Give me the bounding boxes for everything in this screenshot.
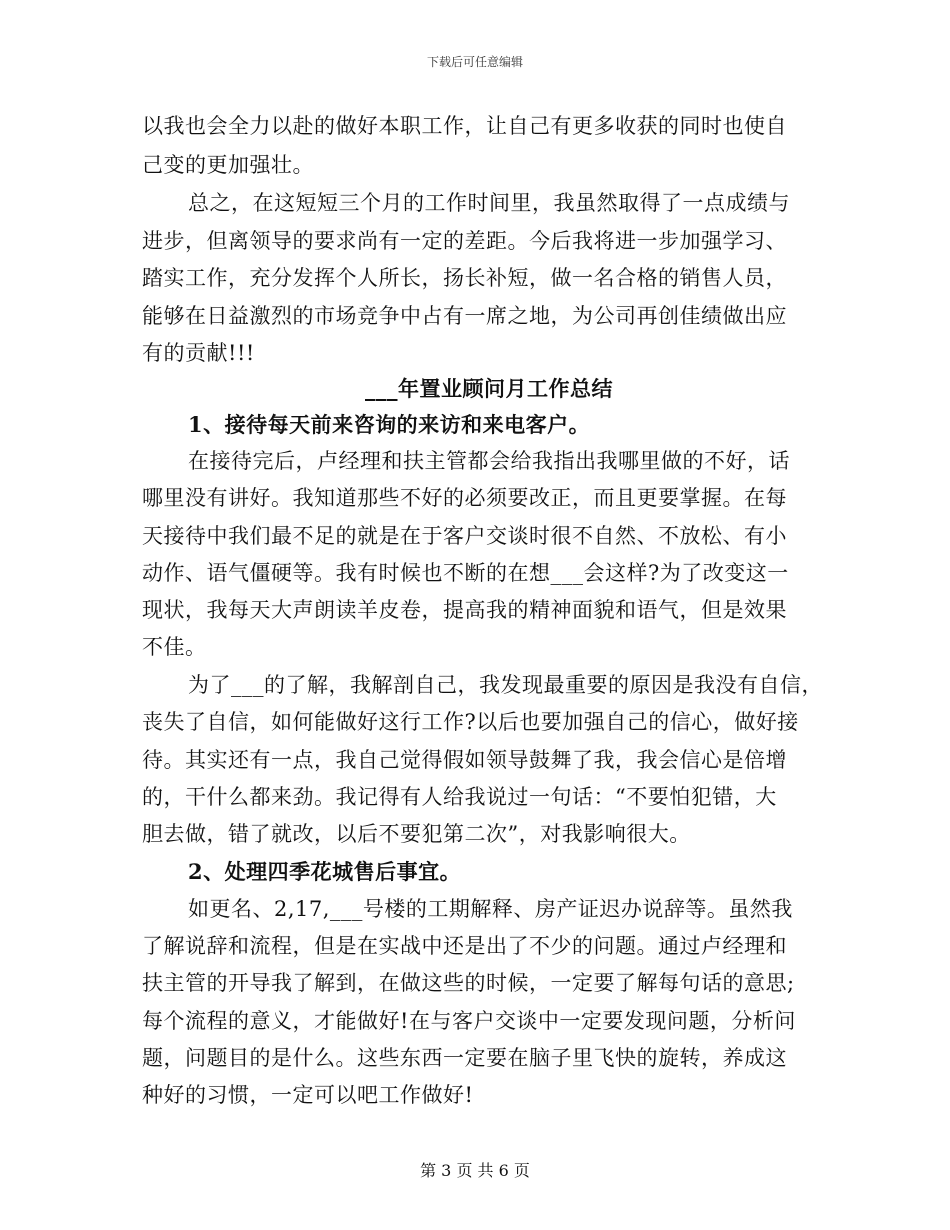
section-title: ___年置业顾问月工作总结: [365, 376, 613, 401]
text-line: 以我也会全力以赴的做好本职工作，让自己有更多收获的同时也使自: [142, 114, 787, 138]
text-line: 哪里没有讲好。我知道那些不好的必须要改正，而且更要掌握。在每: [142, 486, 787, 510]
text-line: 每个流程的意义，才能做好!在与客户交谈中一定要发现问题，分析问: [142, 1009, 796, 1033]
text-line: 丧失了自信，如何能做好这行工作?以后也要加强自己的信心，做好接: [142, 710, 799, 734]
text-line: 天接待中我们最不足的就是在于客户交谈时很不自然、不放松、有小: [142, 524, 787, 548]
text-line: 不佳。: [142, 635, 207, 659]
text-line: 总之，在这短短三个月的工作时间里，我虽然取得了一点成绩与: [188, 191, 790, 215]
text-line: 题，问题目的是什么。这些东西一定要在脑子里飞快的旋转，养成这: [142, 1046, 787, 1070]
page-header: 下载后可任意编辑: [426, 55, 523, 69]
text-line: 现状，我每天大声朗读羊皮卷，提高我的精神面貌和语气，但是效果: [142, 598, 787, 622]
text-line: 进步，但离领导的要求尚有一定的差距。今后我将进一步加强学习、: [142, 229, 787, 253]
text-line: 种好的习惯，一定可以吧工作做好!: [142, 1083, 474, 1107]
text-line: 动作、语气僵硬等。我有时候也不断的在想___会这样?为了改变这一: [142, 561, 789, 585]
text-line: 胆去做，错了就改，以后不要犯第二次”，对我影响很大。: [142, 822, 691, 846]
page-number: 第 3 页 共 6 页: [420, 1161, 530, 1180]
text-line: 有的贡献!!!: [142, 341, 255, 365]
text-line: 了解说辞和流程，但是在实战中还是出了不少的问题。通过卢经理和: [142, 934, 787, 958]
text-line: 踏实工作，充分发挥个人所长，扬长补短，做一名合格的销售人员，: [142, 266, 787, 290]
text-line: 己变的更加强壮。: [142, 153, 314, 177]
text-line: 为了___的了解，我解剖自己，我发现最重要的原因是我没有自信，: [188, 673, 823, 697]
numbered-heading: 2、处理四季花城售后事宜。: [188, 859, 462, 884]
text-line: 待。其实还有一点，我自己觉得假如领导鼓舞了我，我会信心是倍增: [142, 748, 787, 772]
numbered-heading: 1、接待每天前来咨询的来访和来电客户。: [188, 412, 591, 437]
text-line: 的，干什么都来劲。我记得有人给我说过一句话：“不要怕犯错，大: [142, 785, 777, 809]
text-line: 扶主管的开导我了解到，在做这些的时候，一定要了解每句话的意思;: [142, 971, 795, 995]
text-line: 如更名、2,17,___号楼的工期解释、房产证迟办说辞等。虽然我: [188, 897, 793, 921]
text-line: 能够在日益激烈的市场竞争中占有一席之地，为公司再创佳绩做出应: [142, 304, 787, 328]
text-line: 在接待完后，卢经理和扶主管都会给我指出我哪里做的不好，话: [188, 449, 790, 473]
